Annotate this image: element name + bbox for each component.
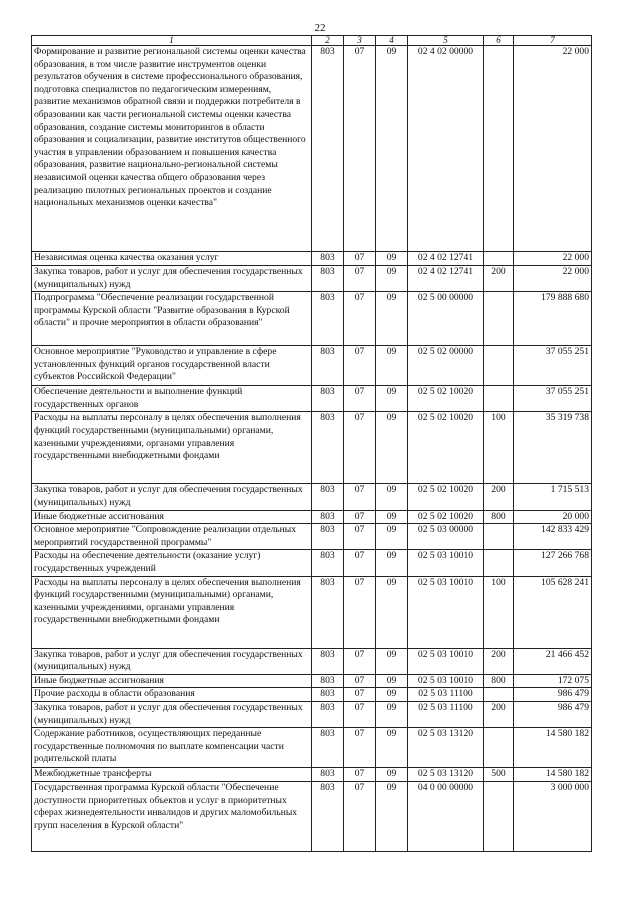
- row-target-article: 02 4 02 12741: [408, 266, 484, 292]
- row-ministry-code: 803: [312, 674, 344, 688]
- table-row: [32, 386, 592, 412]
- row-section-code: 07: [344, 648, 376, 674]
- table-row: [32, 728, 592, 768]
- row-subsection-code: 09: [376, 674, 408, 688]
- row-section-code: 07: [344, 728, 376, 768]
- row-amount: 105 628 241: [514, 576, 592, 648]
- row-amount: 142 833 429: [514, 524, 592, 550]
- row-target-article: 02 4 02 00000: [408, 46, 484, 252]
- row-amount: 22 000: [514, 266, 592, 292]
- row-ministry-code: 803: [312, 576, 344, 648]
- table-row: [32, 252, 592, 266]
- row-expense-type: 200: [484, 266, 514, 292]
- row-target-article: 02 5 03 10010: [408, 576, 484, 648]
- row-name: Основное мероприятие "Сопровождение реализации отдельных мероприятий государственной программы": [32, 524, 312, 550]
- table-row: [32, 648, 592, 674]
- table-row: [32, 674, 592, 688]
- row-ministry-code: 803: [312, 412, 344, 484]
- table-row: [32, 550, 592, 576]
- row-target-article: 02 5 03 13120: [408, 728, 484, 768]
- row-section-code: 07: [344, 412, 376, 484]
- row-name: Прочие расходы в области образования: [32, 688, 312, 702]
- table-row: [32, 292, 592, 346]
- column-number: 7: [514, 36, 592, 46]
- row-expense-type: [484, 550, 514, 576]
- row-subsection-code: 09: [376, 252, 408, 266]
- row-subsection-code: 09: [376, 782, 408, 852]
- row-section-code: 07: [344, 550, 376, 576]
- row-target-article: 02 5 03 13120: [408, 768, 484, 782]
- row-expense-type: 800: [484, 674, 514, 688]
- table-row: [32, 782, 592, 852]
- row-amount: 21 466 452: [514, 648, 592, 674]
- row-target-article: 02 5 03 11100: [408, 688, 484, 702]
- row-expense-type: [484, 688, 514, 702]
- row-ministry-code: 803: [312, 688, 344, 702]
- row-ministry-code: 803: [312, 648, 344, 674]
- row-amount: 22 000: [514, 46, 592, 252]
- row-name: Расходы на выплаты персоналу в целях обеспечения выполнения функций государственными (муниципальными) органами, казенными учреждениями, органами управления государственными внебюджетными фондами: [32, 412, 312, 484]
- row-section-code: 07: [344, 386, 376, 412]
- row-subsection-code: 09: [376, 688, 408, 702]
- row-expense-type: 500: [484, 768, 514, 782]
- column-number: 3: [344, 36, 376, 46]
- column-number: 1: [32, 36, 312, 46]
- row-target-article: 02 5 02 10020: [408, 386, 484, 412]
- budget-table: [31, 35, 592, 852]
- row-amount: 986 479: [514, 688, 592, 702]
- row-expense-type: [484, 524, 514, 550]
- row-name: Межбюджетные трансферты: [32, 768, 312, 782]
- row-section-code: 07: [344, 674, 376, 688]
- row-subsection-code: 09: [376, 266, 408, 292]
- row-name: Иные бюджетные ассигнования: [32, 674, 312, 688]
- row-ministry-code: 803: [312, 346, 344, 386]
- row-amount: 35 319 738: [514, 412, 592, 484]
- row-section-code: 07: [344, 524, 376, 550]
- row-section-code: 07: [344, 266, 376, 292]
- row-target-article: 02 5 02 10020: [408, 510, 484, 524]
- row-target-article: 04 0 00 00000: [408, 782, 484, 852]
- row-subsection-code: 09: [376, 728, 408, 768]
- row-subsection-code: 09: [376, 484, 408, 510]
- table-row: [32, 768, 592, 782]
- row-section-code: 07: [344, 688, 376, 702]
- table-row: [32, 701, 592, 727]
- row-amount: 22 000: [514, 252, 592, 266]
- row-amount: 20 000: [514, 510, 592, 524]
- row-subsection-code: 09: [376, 292, 408, 346]
- row-name: Расходы на обеспечение деятельности (оказание услуг) государственных учреждений: [32, 550, 312, 576]
- row-expense-type: [484, 292, 514, 346]
- row-ministry-code: 803: [312, 701, 344, 727]
- row-amount: 1 715 513: [514, 484, 592, 510]
- table-row: [32, 510, 592, 524]
- table-row: [32, 688, 592, 702]
- row-subsection-code: 09: [376, 386, 408, 412]
- row-section-code: 07: [344, 46, 376, 252]
- row-ministry-code: 803: [312, 768, 344, 782]
- row-name: Основное мероприятие "Руководство и управление в сфере установленных функций органов государственной власти субъектов Российской Федерации": [32, 346, 312, 386]
- table-row: [32, 524, 592, 550]
- row-name: Закупка товаров, работ и услуг для обеспечения государственных (муниципальных) нужд: [32, 266, 312, 292]
- row-target-article: 02 4 02 12741: [408, 252, 484, 266]
- row-name: Обеспечение деятельности и выполнение функций государственных органов: [32, 386, 312, 412]
- row-ministry-code: 803: [312, 386, 344, 412]
- row-section-code: 07: [344, 510, 376, 524]
- row-section-code: 07: [344, 484, 376, 510]
- row-target-article: 02 5 03 00000: [408, 524, 484, 550]
- row-expense-type: 100: [484, 576, 514, 648]
- table-row: [32, 46, 592, 252]
- row-amount: 37 055 251: [514, 386, 592, 412]
- row-target-article: 02 5 02 10020: [408, 412, 484, 484]
- row-ministry-code: 803: [312, 252, 344, 266]
- table-row: [32, 576, 592, 648]
- row-expense-type: [484, 728, 514, 768]
- table-row: [32, 412, 592, 484]
- row-amount: 179 888 680: [514, 292, 592, 346]
- row-section-code: 07: [344, 346, 376, 386]
- row-section-code: 07: [344, 576, 376, 648]
- row-subsection-code: 09: [376, 346, 408, 386]
- row-target-article: 02 5 02 10020: [408, 484, 484, 510]
- row-ministry-code: 803: [312, 510, 344, 524]
- row-target-article: 02 5 00 00000: [408, 292, 484, 346]
- row-expense-type: [484, 782, 514, 852]
- row-subsection-code: 09: [376, 768, 408, 782]
- row-ministry-code: 803: [312, 782, 344, 852]
- row-subsection-code: 09: [376, 701, 408, 727]
- row-ministry-code: 803: [312, 524, 344, 550]
- row-name: Содержание работников, осуществляющих переданные государственные полномочия по выплате компенсации части родительской платы: [32, 728, 312, 768]
- row-amount: 172 075: [514, 674, 592, 688]
- row-amount: 14 580 182: [514, 768, 592, 782]
- column-number: 6: [484, 36, 514, 46]
- table-row: [32, 346, 592, 386]
- row-target-article: 02 5 03 10010: [408, 674, 484, 688]
- row-expense-type: [484, 46, 514, 252]
- row-name: Подпрограмма "Обеспечение реализации государственной программы Курской области "Развитие образования в Курской области" и прочие мероприятия в области образования": [32, 292, 312, 346]
- row-name: Иные бюджетные ассигнования: [32, 510, 312, 524]
- row-expense-type: [484, 252, 514, 266]
- row-expense-type: 100: [484, 412, 514, 484]
- row-amount: 14 580 182: [514, 728, 592, 768]
- row-name: Расходы на выплаты персоналу в целях обеспечения выполнения функций государственными (муниципальными) органами, казенными учреждениями, органами управления государственными внебюджетными фондами: [32, 576, 312, 648]
- row-expense-type: 200: [484, 701, 514, 727]
- row-target-article: 02 5 02 00000: [408, 346, 484, 386]
- column-number: 2: [312, 36, 344, 46]
- row-section-code: 07: [344, 252, 376, 266]
- row-section-code: 07: [344, 292, 376, 346]
- row-ministry-code: 803: [312, 292, 344, 346]
- page-number: 22: [314, 22, 326, 34]
- row-subsection-code: 09: [376, 412, 408, 484]
- row-subsection-code: 09: [376, 510, 408, 524]
- column-number: 4: [376, 36, 408, 46]
- row-expense-type: [484, 346, 514, 386]
- row-expense-type: 200: [484, 484, 514, 510]
- row-subsection-code: 09: [376, 648, 408, 674]
- row-name: Независимая оценка качества оказания услуг: [32, 252, 312, 266]
- row-expense-type: 800: [484, 510, 514, 524]
- row-expense-type: 200: [484, 648, 514, 674]
- row-amount: 986 479: [514, 701, 592, 727]
- row-name: Закупка товаров, работ и услуг для обеспечения государственных (муниципальных) нужд: [32, 701, 312, 727]
- row-ministry-code: 803: [312, 266, 344, 292]
- row-section-code: 07: [344, 768, 376, 782]
- row-subsection-code: 09: [376, 524, 408, 550]
- row-name: Закупка товаров, работ и услуг для обеспечения государственных (муниципальных) нужд: [32, 484, 312, 510]
- row-section-code: 07: [344, 782, 376, 852]
- row-ministry-code: 803: [312, 46, 344, 252]
- row-amount: 127 266 768: [514, 550, 592, 576]
- row-ministry-code: 803: [312, 550, 344, 576]
- table-row: [32, 266, 592, 292]
- column-number: 5: [408, 36, 484, 46]
- row-target-article: 02 5 03 10010: [408, 648, 484, 674]
- row-name: Закупка товаров, работ и услуг для обеспечения государственных (муниципальных) нужд: [32, 648, 312, 674]
- row-target-article: 02 5 03 10010: [408, 550, 484, 576]
- row-subsection-code: 09: [376, 550, 408, 576]
- row-subsection-code: 09: [376, 576, 408, 648]
- row-name: Формирование и развитие региональной системы оценки качества образования, в том числе развитие инструментов оценки результатов обучения в системе профессионального образования, подготовка специалистов по педагогическим измерениям, развитие механизмов обратной связи и поддержки потребителя в образовании как части региональной системы оценки качества образования, создание системы мониторингов в области образования и социализации, развитие институтов общественного участия в управлении образованием и повышения качества образования, развитие национально-региональной системы независимой оценки качества общего образования через реализацию пилотных региональных проектов и создание национальных механизмов оценки качества": [32, 46, 312, 252]
- row-amount: 37 055 251: [514, 346, 592, 386]
- row-amount: 3 000 000: [514, 782, 592, 852]
- row-target-article: 02 5 03 11100: [408, 701, 484, 727]
- row-name: Государственная программа Курской области "Обеспечение доступности приоритетных объектов и услуг в приоритетных сферах жизнедеятельности инвалидов и других маломобильных групп населения в Курской области": [32, 782, 312, 852]
- row-ministry-code: 803: [312, 484, 344, 510]
- row-section-code: 07: [344, 701, 376, 727]
- row-subsection-code: 09: [376, 46, 408, 252]
- row-expense-type: [484, 386, 514, 412]
- table-row: [32, 484, 592, 510]
- row-ministry-code: 803: [312, 728, 344, 768]
- column-number-row: [32, 36, 592, 46]
